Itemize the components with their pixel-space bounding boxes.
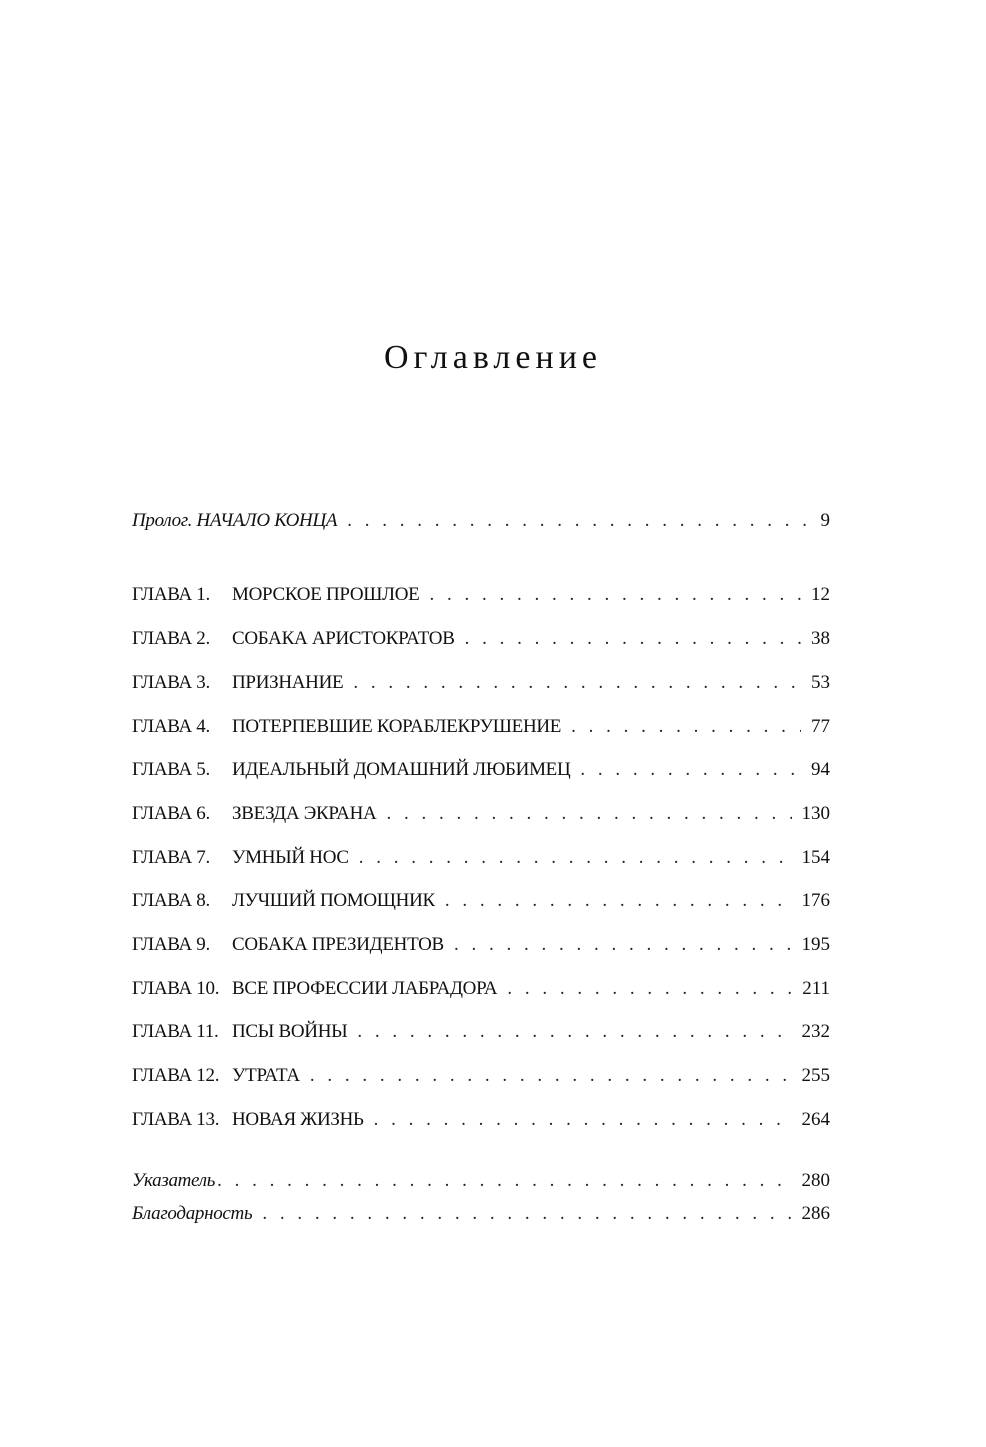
toc-page-number: 77 — [811, 716, 830, 737]
dot-leader — [454, 931, 792, 959]
chapter-number: ГЛАВА 4. — [132, 716, 210, 737]
toc-entry-label: Пролог. НАЧАЛО КОНЦА — [132, 510, 338, 531]
toc-entry-chapter-5[interactable] — [132, 756, 830, 784]
toc-entry-index[interactable] — [132, 1167, 830, 1195]
toc-page-number: 286 — [801, 1203, 830, 1224]
toc-entry-chapter-11[interactable] — [132, 1018, 830, 1046]
chapter-title: МОРСКОЕ ПРОШЛОЕ — [232, 584, 420, 605]
dot-leader — [445, 887, 792, 915]
chapter-number: ГЛАВА 2. — [132, 628, 210, 649]
dot-leader — [465, 625, 801, 653]
chapter-title: ИДЕАЛЬНЫЙ ДОМАШНИЙ ЛЮБИМЕЦ — [232, 759, 571, 780]
toc-page-number: 232 — [801, 1021, 830, 1042]
dot-leader — [357, 1018, 791, 1046]
chapter-number: ГЛАВА 11. — [132, 1021, 219, 1042]
dot-leader — [347, 507, 810, 535]
chapter-number: ГЛАВА 12. — [132, 1065, 220, 1086]
chapter-number: ГЛАВА 8. — [132, 890, 210, 911]
chapter-title: УМНЫЙ НОС — [232, 847, 349, 868]
toc-page-number: 94 — [811, 759, 830, 780]
chapter-title: УТРАТА — [232, 1065, 300, 1086]
chapter-title: ПОТЕРПЕВШИЕ КОРАБЛЕКРУШЕНИЕ — [232, 716, 562, 737]
toc-page-number: 211 — [802, 978, 830, 999]
toc-entry-label: Благодарность — [132, 1203, 253, 1224]
toc-entry-label: Указатель — [132, 1170, 216, 1191]
toc-entry-chapter-7[interactable] — [132, 844, 830, 872]
toc-entry-chapter-9[interactable] — [132, 931, 830, 959]
chapter-number: ГЛАВА 9. — [132, 934, 210, 955]
toc-entry-prologue[interactable] — [132, 507, 830, 535]
toc-page-number: 9 — [820, 510, 830, 531]
chapter-title: ВСЕ ПРОФЕССИИ ЛАБРАДОРА — [232, 978, 498, 999]
dot-leader — [310, 1062, 792, 1090]
toc-page-number: 280 — [801, 1170, 830, 1191]
toc-page-number: 195 — [801, 934, 830, 955]
chapter-number: ГЛАВА 13. — [132, 1109, 220, 1130]
chapter-number: ГЛАВА 3. — [132, 672, 210, 693]
toc-entry-chapter-10[interactable] — [132, 975, 830, 1003]
toc-page-number: 53 — [811, 672, 830, 693]
toc-entry-chapter-6[interactable] — [132, 800, 830, 828]
toc-page-number: 38 — [811, 628, 830, 649]
dot-leader — [507, 975, 792, 1003]
toc-entry-chapter-1[interactable] — [132, 581, 830, 609]
chapter-title: НОВАЯ ЖИЗНЬ — [232, 1109, 364, 1130]
chapter-number: ГЛАВА 5. — [132, 759, 210, 780]
dot-leader — [571, 713, 801, 741]
toc-page-number: 130 — [801, 803, 830, 824]
toc-entry-chapter-2[interactable] — [132, 625, 830, 653]
chapter-number: ГЛАВА 10. — [132, 978, 220, 999]
dot-leader — [262, 1200, 791, 1228]
chapter-title: ПСЫ ВОЙНЫ — [232, 1021, 348, 1042]
dot-leader — [430, 581, 802, 609]
toc-entry-chapter-12[interactable] — [132, 1062, 830, 1090]
dot-leader — [580, 756, 801, 784]
chapter-title: СОБАКА АРИСТОКРАТОВ — [232, 628, 455, 649]
toc-page-number: 154 — [801, 847, 830, 868]
dot-leader — [359, 844, 792, 872]
chapter-title: СОБАКА ПРЕЗИДЕНТОВ — [232, 934, 444, 955]
dot-leader — [386, 800, 791, 828]
dot-leader — [374, 1106, 792, 1134]
chapter-number: ГЛАВА 7. — [132, 847, 210, 868]
toc-entry-chapter-13[interactable] — [132, 1106, 830, 1134]
toc-entry-chapter-8[interactable] — [132, 887, 830, 915]
dot-leader — [217, 1167, 791, 1195]
chapter-title: ЛУЧШИЙ ПОМОЩНИК — [232, 890, 435, 911]
toc-page-number: 12 — [811, 584, 830, 605]
toc-entry-chapter-4[interactable] — [132, 713, 830, 741]
toc-page-number: 255 — [801, 1065, 830, 1086]
toc-page-number: 264 — [801, 1109, 830, 1130]
toc-page-number: 176 — [801, 890, 830, 911]
chapter-number: ГЛАВА 1. — [132, 584, 210, 605]
chapter-title: ПРИЗНАНИЕ — [232, 672, 344, 693]
chapter-number: ГЛАВА 6. — [132, 803, 210, 824]
chapter-title: ЗВЕЗДА ЭКРАНА — [232, 803, 377, 824]
page-title: Оглавление — [384, 339, 602, 376]
toc-entry-acknowledgements[interactable] — [132, 1200, 830, 1228]
toc-entry-chapter-3[interactable] — [132, 669, 830, 697]
dot-leader — [353, 669, 801, 697]
